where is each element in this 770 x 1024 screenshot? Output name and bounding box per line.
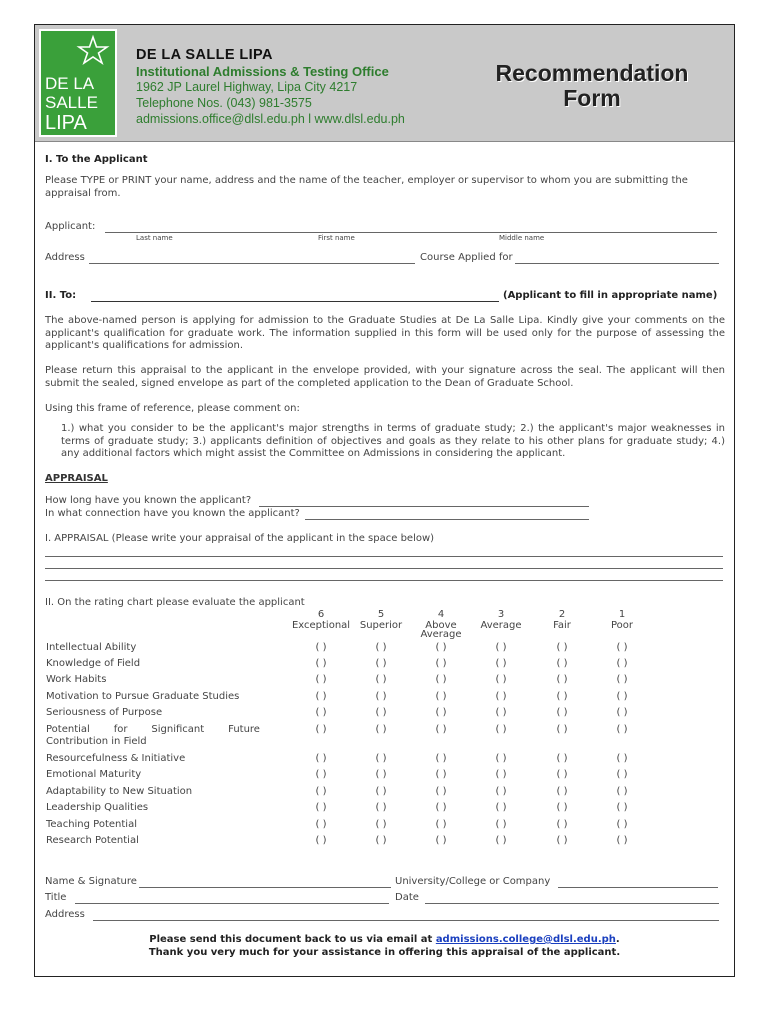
section2-heading: II. To: xyxy=(45,290,77,301)
rating-checkbox[interactable]: ( ) xyxy=(435,691,447,702)
org-phone: Telephone Nos. (043) 981-3575 xyxy=(136,96,312,110)
scale-label xyxy=(291,621,351,630)
form-title-line2: Form xyxy=(563,85,621,111)
scale-number: 2 xyxy=(558,609,566,620)
rating-checkbox[interactable]: ( ) xyxy=(435,707,447,718)
applicant-label: Applicant: xyxy=(45,221,96,232)
rating-checkbox[interactable]: ( ) xyxy=(616,724,628,735)
criterion-label: Seriousness of Purpose xyxy=(46,707,163,718)
criterion-label: Teaching Potential xyxy=(46,819,137,830)
rating-checkbox[interactable]: ( ) xyxy=(495,769,507,780)
rating-checkbox[interactable]: ( ) xyxy=(495,642,507,653)
rating-checkbox[interactable]: ( ) xyxy=(556,753,568,764)
send-text: Please send this document back to us via email at xyxy=(149,934,436,945)
appraisal-line-3[interactable] xyxy=(45,580,723,581)
org-name: DE LA SALLE LIPA xyxy=(136,47,273,63)
rating-checkbox[interactable]: ( ) xyxy=(495,786,507,797)
rating-checkbox[interactable]: ( ) xyxy=(435,835,447,846)
criterion-label-cont: Contribution in Field xyxy=(46,736,147,747)
name-signature-label: Name & Signature xyxy=(45,876,137,887)
rating-checkbox[interactable]: ( ) xyxy=(315,769,327,780)
rating-checkbox[interactable]: ( ) xyxy=(495,835,507,846)
section1-heading: I. To the Applicant xyxy=(45,154,148,165)
rating-checkbox[interactable]: ( ) xyxy=(616,753,628,764)
scale-label-line1: Above xyxy=(425,620,457,631)
course-field[interactable] xyxy=(515,263,719,264)
rating-checkbox[interactable]: ( ) xyxy=(315,724,327,735)
how-long-field[interactable] xyxy=(259,506,589,507)
scale-label-line1: Average xyxy=(480,620,522,631)
form-header xyxy=(35,25,734,142)
scale-label xyxy=(351,621,411,630)
scale-number: 5 xyxy=(377,609,385,620)
rating-checkbox[interactable]: ( ) xyxy=(375,819,387,830)
rating-checkbox[interactable]: ( ) xyxy=(435,819,447,830)
rating-checkbox[interactable]: ( ) xyxy=(616,707,628,718)
question-connection: In what connection have you known the applicant? xyxy=(45,508,300,519)
address-label: Address xyxy=(45,252,85,263)
criterion-label: Adaptability to New Situation xyxy=(46,786,193,797)
logo-text-1: DE LA xyxy=(45,74,95,93)
scale-label xyxy=(411,621,471,639)
criterion-label: Emotional Maturity xyxy=(46,769,142,780)
address-field[interactable] xyxy=(89,263,415,264)
rating-checkbox[interactable]: ( ) xyxy=(616,674,628,685)
rating-checkbox[interactable]: ( ) xyxy=(495,724,507,735)
logo-text-2: SALLE xyxy=(45,93,98,112)
rating-checkbox[interactable]: ( ) xyxy=(375,674,387,685)
scale-number: 4 xyxy=(437,609,445,620)
rating-checkbox[interactable]: ( ) xyxy=(315,691,327,702)
org-address: 1962 JP Laurel Highway, Lipa City 4217 xyxy=(136,80,358,94)
university-label: University/College or Company xyxy=(395,876,551,887)
scale-number: 1 xyxy=(618,609,626,620)
office-name: Institutional Admissions & Testing Office xyxy=(136,64,389,79)
rating-checkbox[interactable]: ( ) xyxy=(616,658,628,669)
rating-checkbox[interactable]: ( ) xyxy=(616,819,628,830)
appraisal-part2: II. On the rating chart please evaluate the applicant xyxy=(45,597,305,608)
rating-checkbox[interactable]: ( ) xyxy=(495,753,507,764)
comment-items: 1.) what you consider to be the applicant's major strengths in terms of graduate study; 2.) the applicant's major weaknesses in terms of graduate study; 3.) applicants definition of objectives and goals as they relate to his other plans for graduate study; 4.) any additional factors which might assist the Committee on Admissions in considering the applicant. xyxy=(61,423,725,459)
org-info xyxy=(136,47,405,127)
rating-checkbox[interactable]: ( ) xyxy=(495,819,507,830)
rating-checkbox[interactable]: ( ) xyxy=(315,802,327,813)
scale-label-line1: Poor xyxy=(610,620,634,631)
rating-checkbox[interactable]: ( ) xyxy=(556,724,568,735)
rating-checkbox[interactable]: ( ) xyxy=(315,819,327,830)
criterion-label: Research Potential xyxy=(46,835,139,846)
rating-checkbox[interactable]: ( ) xyxy=(556,642,568,653)
section2-para2: Please return this appraisal to the applicant in the envelope provided, with your signature across the seal. The applicant will then submit the sealed, signed envelope as part of the completed application to the Dean of Graduate School. xyxy=(45,365,725,389)
rating-checkbox[interactable]: ( ) xyxy=(315,658,327,669)
rating-checkbox[interactable]: ( ) xyxy=(435,642,447,653)
rating-checkbox[interactable]: ( ) xyxy=(495,674,507,685)
scale-label xyxy=(592,621,652,630)
criterion-label: Intellectual Ability xyxy=(46,642,137,653)
criterion-word: Significant xyxy=(151,724,205,735)
rating-checkbox[interactable]: ( ) xyxy=(556,674,568,685)
rating-checkbox[interactable]: ( ) xyxy=(556,786,568,797)
rating-checkbox[interactable]: ( ) xyxy=(375,658,387,669)
rating-checkbox[interactable]: ( ) xyxy=(556,707,568,718)
rating-checkbox[interactable]: ( ) xyxy=(315,642,327,653)
rating-checkbox[interactable]: ( ) xyxy=(495,802,507,813)
rating-checkbox[interactable]: ( ) xyxy=(315,835,327,846)
rating-checkbox[interactable]: ( ) xyxy=(616,691,628,702)
rating-checkbox[interactable]: ( ) xyxy=(556,658,568,669)
appraisal-line-2[interactable] xyxy=(45,568,723,569)
rating-checkbox[interactable]: ( ) xyxy=(616,786,628,797)
criterion-word: Future xyxy=(228,724,260,735)
section1-instructions: Please TYPE or PRINT your name, address and the name of the teacher, employer or supervisor to whom you are submitting the appraisal from. xyxy=(45,175,688,199)
rating-checkbox[interactable]: ( ) xyxy=(375,707,387,718)
question-how-long: How long have you known the applicant? xyxy=(45,495,252,506)
dlsl-logo xyxy=(39,29,117,137)
rating-checkbox[interactable]: ( ) xyxy=(556,819,568,830)
title-field[interactable] xyxy=(75,903,389,904)
section2-note: (Applicant to fill in appropriate name) xyxy=(503,290,718,301)
form-title xyxy=(467,61,717,111)
criterion-label: Leadership Qualities xyxy=(46,802,149,813)
rating-checkbox[interactable]: ( ) xyxy=(375,835,387,846)
name-signature-field[interactable] xyxy=(139,887,391,888)
appraisal-line-1[interactable] xyxy=(45,556,723,557)
rating-checkbox[interactable]: ( ) xyxy=(556,691,568,702)
criterion-label: Knowledge of Field xyxy=(46,658,141,669)
rating-checkbox[interactable]: ( ) xyxy=(315,753,327,764)
rating-checkbox[interactable]: ( ) xyxy=(315,674,327,685)
appraisal-part1: I. APPRAISAL (Please write your appraisal of the applicant in the space below) xyxy=(45,533,435,544)
criterion-label xyxy=(46,724,260,735)
rating-checkbox[interactable]: ( ) xyxy=(375,642,387,653)
scale-number: 3 xyxy=(497,609,505,620)
scale-label-line1: Fair xyxy=(553,620,571,631)
footer-address-field[interactable] xyxy=(93,920,719,921)
rating-checkbox[interactable]: ( ) xyxy=(435,724,447,735)
send-instruction xyxy=(35,934,734,945)
rating-checkbox[interactable]: ( ) xyxy=(375,691,387,702)
last-name-caption: Last name xyxy=(136,234,173,242)
title-label: Title xyxy=(45,892,67,903)
scale-label-line2: Average xyxy=(420,629,462,640)
rating-checkbox[interactable]: ( ) xyxy=(375,802,387,813)
scale-label xyxy=(471,621,531,630)
connection-field[interactable] xyxy=(305,519,589,520)
scale-label-line1: Exceptional xyxy=(291,620,351,631)
rating-checkbox[interactable]: ( ) xyxy=(616,642,628,653)
frame-of-reference: Using this frame of reference, please comment on: xyxy=(45,403,300,414)
criterion-word: Potential xyxy=(46,724,90,735)
criterion-word: for xyxy=(113,724,128,735)
rating-checkbox[interactable]: ( ) xyxy=(375,769,387,780)
rating-checkbox[interactable]: ( ) xyxy=(375,786,387,797)
university-field[interactable] xyxy=(558,887,718,888)
date-field[interactable] xyxy=(425,903,719,904)
rating-checkbox[interactable]: ( ) xyxy=(435,786,447,797)
form-title-line1: Recommendation xyxy=(495,60,689,86)
rating-checkbox[interactable]: ( ) xyxy=(616,802,628,813)
criterion-label: Motivation to Pursue Graduate Studies xyxy=(46,691,240,702)
rating-checkbox[interactable]: ( ) xyxy=(315,786,327,797)
rating-checkbox[interactable]: ( ) xyxy=(375,753,387,764)
scale-number: 6 xyxy=(317,609,325,620)
recommender-name-field[interactable] xyxy=(91,301,499,302)
rating-checkbox[interactable]: ( ) xyxy=(435,769,447,780)
middle-name-caption: Middle name xyxy=(499,234,545,242)
footer-address-label: Address xyxy=(45,909,85,920)
applicant-name-field[interactable] xyxy=(105,232,717,233)
criterion-label: Work Habits xyxy=(46,674,107,685)
rating-checkbox[interactable]: ( ) xyxy=(435,658,447,669)
rating-checkbox[interactable]: ( ) xyxy=(435,753,447,764)
scale-label xyxy=(532,621,592,630)
course-label: Course Applied for xyxy=(420,252,513,263)
rating-checkbox[interactable]: ( ) xyxy=(435,802,447,813)
rating-checkbox[interactable]: ( ) xyxy=(435,674,447,685)
section2-para1: The above-named person is applying for admission to the Graduate Studies at De La Salle Lipa. Kindly give your comments on the applicant's qualification for graduate work. The information supplied in this form will be used only for the purpose of assessing the applicant's qualifications for admission. xyxy=(45,315,725,351)
email-link[interactable]: admissions.college@dlsl.edu.ph xyxy=(435,934,616,945)
rating-checkbox[interactable]: ( ) xyxy=(495,658,507,669)
criterion-label: Resourcefulness & Initiative xyxy=(46,753,186,764)
appraisal-heading: APPRAISAL xyxy=(45,473,108,484)
rating-checkbox[interactable]: ( ) xyxy=(495,707,507,718)
rating-checkbox[interactable]: ( ) xyxy=(495,691,507,702)
date-label: Date xyxy=(395,892,419,903)
rating-checkbox[interactable]: ( ) xyxy=(556,802,568,813)
scale-label-line1: Superior xyxy=(359,620,403,631)
rating-checkbox[interactable]: ( ) xyxy=(616,769,628,780)
rating-checkbox[interactable]: ( ) xyxy=(556,769,568,780)
first-name-caption: First name xyxy=(318,234,355,242)
thank-you: Thank you very much for your assistance in offering this appraisal of the applicant. xyxy=(148,947,621,958)
org-contact: admissions.office@dlsl.edu.ph l www.dlsl.edu.ph xyxy=(136,112,405,126)
rating-checkbox[interactable]: ( ) xyxy=(375,724,387,735)
rating-checkbox[interactable]: ( ) xyxy=(616,835,628,846)
form-page xyxy=(34,24,735,977)
logo-text-3: LIPA xyxy=(45,112,87,134)
send-period: . xyxy=(615,934,620,945)
rating-checkbox[interactable]: ( ) xyxy=(556,835,568,846)
rating-checkbox[interactable]: ( ) xyxy=(315,707,327,718)
